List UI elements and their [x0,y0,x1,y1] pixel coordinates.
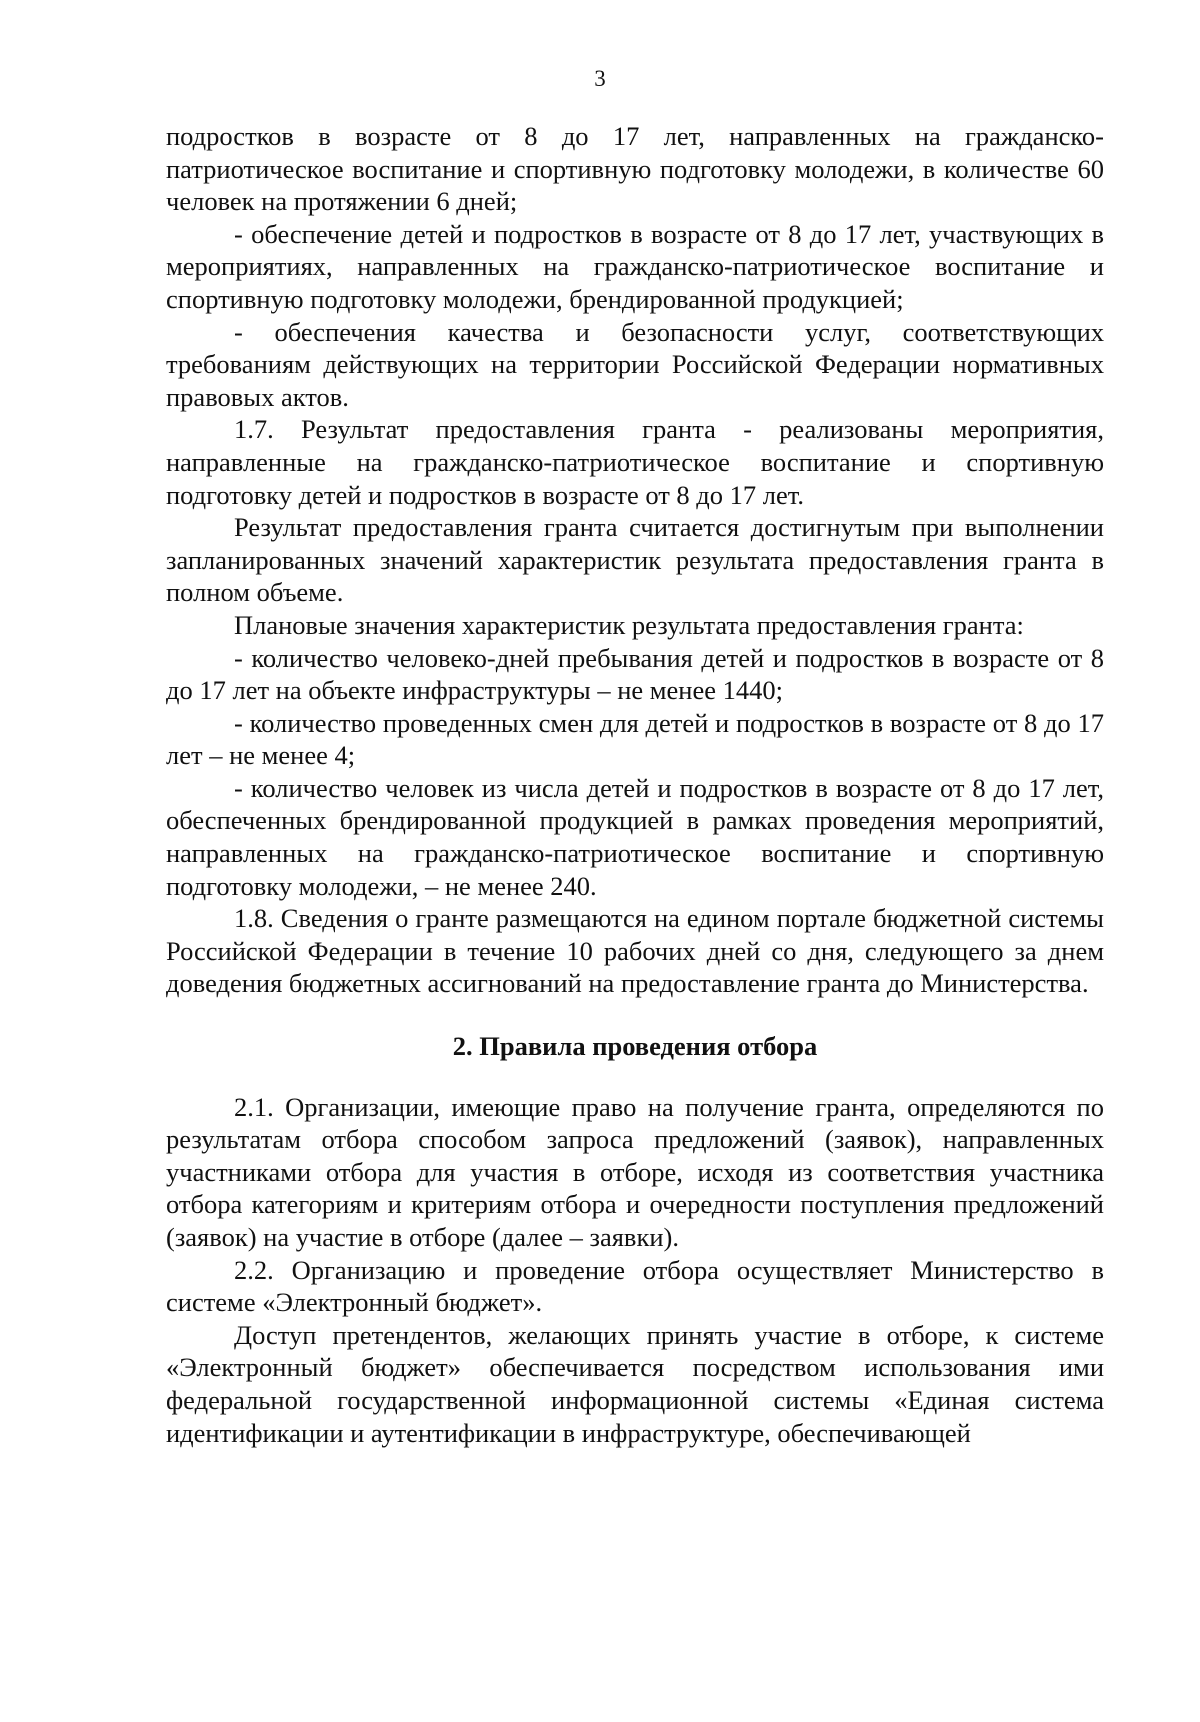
paragraph-1-8: 1.8. Сведения о гранте размещаются на едином портале бюджетной системы Российской Федерации в течение 10 рабочих дней со дня, следующего за днем доведения бюджетных ассигнований на предоставление гранта до Министерства. [166,903,1104,999]
document-body [166,120,1104,1449]
list-item-shifts: - количество проведенных смен для детей и подростков в возрасте от 8 до 17 лет – не менее 4; [166,707,1104,771]
paragraph-continuation: подростков в возрасте от 8 до 17 лет, направленных на гражданско-патриотическое воспитание и спортивную подготовку молодежи, в количестве 60 человек на протяжении 6 дней; [166,121,1104,217]
paragraph-planned-values: Плановые значения характеристик результата предоставления гранта: [234,609,1024,640]
page-number: 3 [594,66,606,91]
list-item-branded-products: - обеспечение детей и подростков в возрасте от 8 до 17 лет, участвующих в мероприятиях, направленных на гражданско-патриотическое воспитание и спортивную подготовку молодежи, брендированной продукцией; [166,218,1104,314]
paragraph-2-1: 2.1. Организации, имеющие право на получение гранта, определяются по результатам отбора способом запроса предложений (заявок), направленных участниками отбора для участия в отборе, исходя из соответствия участника отбора категориям и критериям отбора и очередности поступления предложений (заявок) на участие в отборе (далее – заявки). [166,1091,1104,1252]
section-heading: 2. Правила проведения отбора [452,1031,818,1062]
paragraph-2-2: 2.2. Организацию и проведение отбора осуществляет Министерство в системе «Электронный бюджет». [166,1254,1104,1318]
paragraph-result-achieved: Результат предоставления гранта считается достигнутым при выполнении запланированных значений характеристик результата предоставления гранта в полном объеме. [166,512,1104,608]
list-item-quality-safety: - обеспечения качества и безопасности услуг, соответствующих требованиям действующих на территории Российской Федерации нормативных правовых актов. [166,316,1104,412]
list-item-person-days: - количество человеко-дней пребывания детей и подростков в возрасте от 8 до 17 лет на объекте инфраструктуры – не менее 1440; [166,642,1104,706]
list-item-persons-provided: - количество человек из числа детей и подростков в возрасте от 8 до 17 лет, обеспеченных брендированной продукцией в рамках проведения мероприятий, направленных на гражданско-патриотическое воспитание и спортивную подготовку молодежи, – не менее 240. [166,772,1104,901]
paragraph-1-7: 1.7. Результат предоставления гранта - реализованы мероприятия, направленные на гражданско-патриотическое воспитание и спортивную подготовку детей и подростков в возрасте от 8 до 17 лет. [166,414,1104,510]
paragraph-access: Доступ претендентов, желающих принять участие в отборе, к системе «Электронный бюджет» обеспечивается посредством использования ими федеральной государственной информационной системы «Единая система идентификации и аутентификации в инфраструктуре, обеспечивающей [166,1319,1104,1448]
